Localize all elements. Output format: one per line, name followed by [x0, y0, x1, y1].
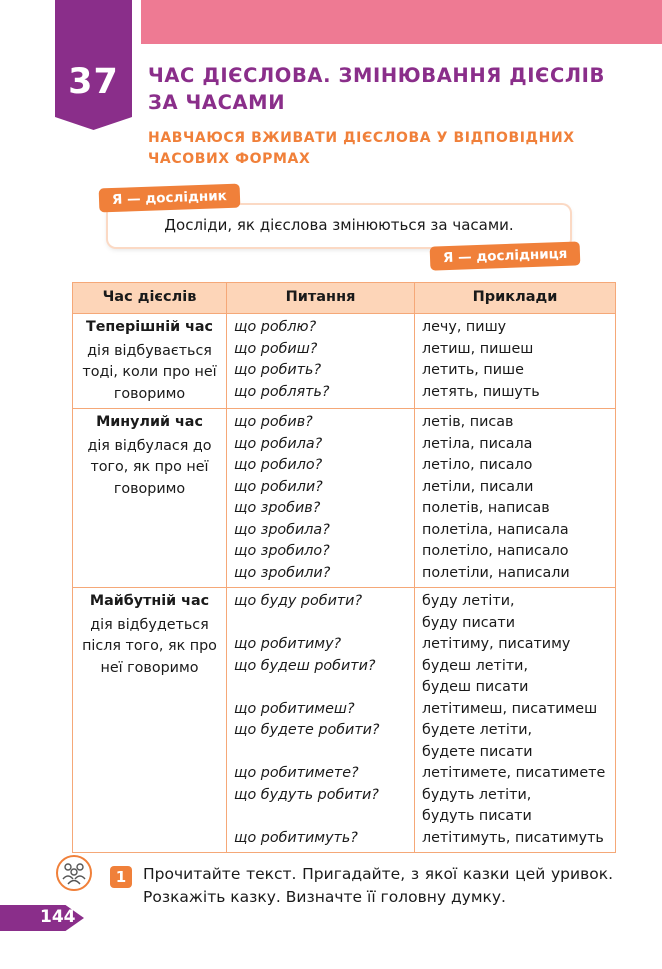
example-line: будете летіти, — [422, 722, 533, 738]
question-line: що робитимете? — [234, 765, 359, 781]
question-line: що зробили? — [234, 564, 331, 581]
example-line: буду писати — [422, 614, 516, 631]
questions-cell — [227, 409, 415, 588]
header-decor-bar — [141, 0, 662, 44]
example-line: будеш летіти, — [422, 657, 528, 674]
question-line: що робиш? — [234, 340, 318, 357]
header-tense: Час дієслів — [73, 283, 227, 314]
example-line: полетіли, написали — [422, 564, 570, 581]
tense-table — [72, 282, 616, 853]
question-line: що робитимеш? — [234, 700, 355, 717]
question-line: що робитимуть? — [234, 829, 358, 846]
question-line: що зробив? — [234, 500, 321, 516]
question-line — [234, 742, 407, 764]
question-line: що будете робити? — [234, 722, 380, 738]
table-row — [73, 409, 616, 588]
tense-name: Майбутній час — [89, 593, 210, 609]
example-line: летіли, писали — [422, 478, 534, 495]
question-line: що будуть робити? — [234, 786, 379, 803]
example-line: летіло, писало — [422, 457, 533, 473]
example-line: будуть писати — [422, 808, 532, 824]
example-line: будеш писати — [422, 679, 529, 695]
question-line: що робило? — [234, 457, 323, 473]
tense-cell — [73, 409, 227, 588]
example-line: полетів, написав — [422, 500, 550, 516]
question-line — [234, 806, 407, 828]
tense-description: дія відбудеться після того, як про неї говоримо — [82, 616, 217, 676]
research-text: Досліди, як дієслова змінюються за часами. — [164, 216, 514, 234]
question-line: що зробила? — [234, 521, 330, 538]
header-examples: Приклади — [415, 283, 616, 314]
researcher-female-tag: Я — дослідниця — [430, 241, 581, 270]
question-line: що зробило? — [234, 543, 330, 559]
example-line: будете писати — [422, 743, 533, 760]
example-line: полетіло, написало — [422, 543, 569, 559]
example-line: летів, писав — [422, 414, 514, 430]
example-line: будуть летіти, — [422, 786, 532, 803]
question-line: що будеш робити? — [234, 657, 376, 674]
tense-name: Теперішній час — [85, 319, 214, 335]
tense-cell — [73, 314, 227, 409]
question-line: що роблять? — [234, 383, 330, 400]
header-questions: Питання — [227, 283, 415, 314]
table-header-row — [73, 283, 616, 314]
question-line: що роблю? — [234, 319, 317, 335]
example-line: летітимете, писатимете — [422, 765, 606, 781]
examples-cell — [415, 588, 616, 853]
question-line: що робив? — [234, 414, 313, 430]
lesson-number: 37 — [68, 62, 119, 102]
example-line: летітиму, писатиму — [422, 636, 571, 652]
page-number: 144 — [40, 907, 76, 927]
example-line: летітимуть, писатимуть — [422, 829, 604, 846]
question-line: що робили? — [234, 478, 323, 495]
example-line: полетіла, написала — [422, 521, 569, 538]
question-line — [234, 613, 407, 635]
example-line: буду летіти, — [422, 593, 515, 609]
tense-cell — [73, 588, 227, 853]
lesson-title: ЧАС ДІЄСЛОВА. ЗМІНЮВАННЯ ДІЄСЛІВ ЗА ЧАСАМИ — [148, 64, 605, 114]
example-line: летять, пишуть — [422, 383, 540, 400]
tense-description: дія відбувається тоді, коли про неї говоримо — [82, 342, 217, 402]
example-line: летітимеш, писатимеш — [422, 700, 598, 717]
researcher-tag: Я — дослідник — [99, 184, 241, 213]
tense-name: Минулий час — [96, 414, 203, 430]
question-line — [234, 677, 407, 699]
task-text: Прочитайте текст. Пригадайте, з якої казки цей уривок. Розкажіть казку. Визначте її головну думку. — [143, 865, 613, 906]
question-line: що буду робити? — [234, 593, 363, 609]
example-line: летіла, писала — [422, 435, 533, 452]
example-line: лечу, пишу — [422, 319, 507, 335]
examples-cell — [415, 409, 616, 588]
table-row — [73, 314, 616, 409]
questions-cell — [227, 588, 415, 853]
example-line: летить, пише — [422, 362, 524, 378]
task-number-badge: 1 — [110, 866, 132, 888]
question-line: що робитиму? — [234, 636, 342, 652]
tense-description: дія відбулася до того, як про неї говоримо — [87, 437, 212, 497]
examples-cell — [415, 314, 616, 409]
table-row — [73, 588, 616, 853]
question-line: що робить? — [234, 362, 322, 378]
questions-cell — [227, 314, 415, 409]
group-work-icon — [56, 855, 92, 891]
example-line: летиш, пишеш — [422, 340, 534, 357]
lesson-subtitle: НАВЧАЮСЯ ВЖИВАТИ ДІЄСЛОВА У ВІДПОВІДНИХ ЧАСОВИХ ФОРМАХ — [148, 130, 575, 167]
question-line: що робила? — [234, 435, 323, 452]
research-box — [108, 205, 570, 247]
